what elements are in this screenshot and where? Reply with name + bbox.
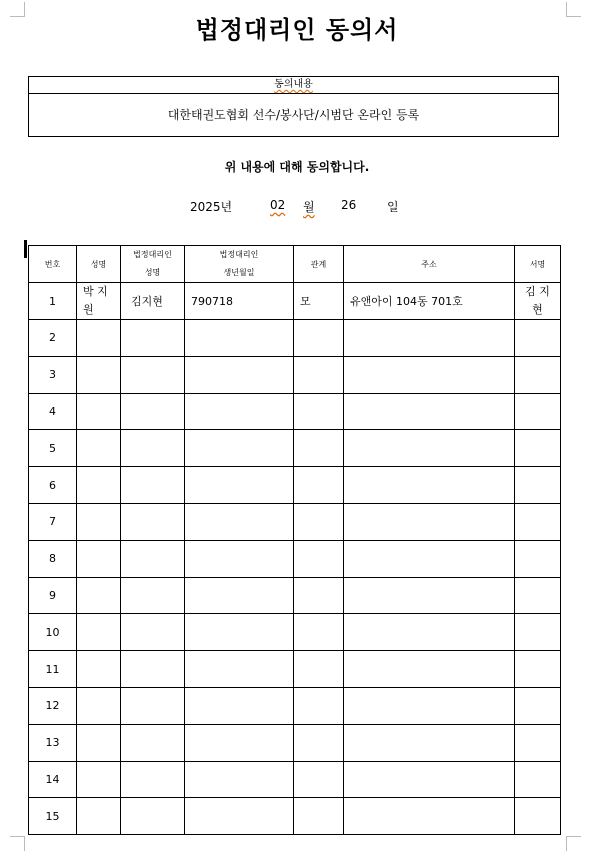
rep-name-cell[interactable] <box>121 467 185 504</box>
row-number: 5 <box>29 430 77 467</box>
row-number: 8 <box>29 540 77 577</box>
rep-birth-cell[interactable] <box>185 467 294 504</box>
date-month-label: 월 <box>303 200 315 214</box>
name-cell[interactable] <box>77 724 121 761</box>
signature-cell[interactable] <box>515 320 561 357</box>
name-cell[interactable] <box>77 503 121 540</box>
address-cell[interactable] <box>344 798 515 835</box>
relation-cell[interactable] <box>294 798 344 835</box>
table-row <box>29 283 561 320</box>
row-number: 15 <box>29 798 77 835</box>
row-number: 13 <box>29 724 77 761</box>
table-row <box>29 651 561 688</box>
rep-birth-cell[interactable] <box>185 724 294 761</box>
address-cell[interactable] <box>344 467 515 504</box>
rep-birth-cell[interactable]: 790718 <box>185 283 294 320</box>
signature-cell[interactable] <box>515 724 561 761</box>
consent-box <box>28 76 559 137</box>
signature-cell[interactable] <box>515 467 561 504</box>
signature-cell[interactable] <box>515 577 561 614</box>
rep-birth-cell[interactable] <box>185 798 294 835</box>
row-number: 11 <box>29 651 77 688</box>
guardian-table <box>28 245 561 835</box>
rep-name-cell[interactable] <box>121 320 185 357</box>
rep-name-cell[interactable] <box>121 430 185 467</box>
rep-birth-cell[interactable] <box>185 651 294 688</box>
rep-name-cell[interactable] <box>121 356 185 393</box>
address-cell[interactable] <box>344 503 515 540</box>
signature-cell[interactable] <box>515 430 561 467</box>
signature-cell[interactable] <box>515 614 561 651</box>
rep-birth-cell[interactable] <box>185 430 294 467</box>
row-number: 1 <box>29 283 77 320</box>
page-corner-mark <box>10 836 25 851</box>
rep-birth-cell[interactable] <box>185 540 294 577</box>
header-address: 주소 <box>344 246 515 283</box>
row-number: 7 <box>29 503 77 540</box>
rep-name-cell[interactable] <box>121 798 185 835</box>
header-rep-name <box>121 246 185 283</box>
row-number: 6 <box>29 467 77 504</box>
row-number: 3 <box>29 356 77 393</box>
relation-cell[interactable] <box>294 577 344 614</box>
table-row <box>29 467 561 504</box>
signature-cell[interactable] <box>515 687 561 724</box>
rep-name-cell[interactable] <box>121 614 185 651</box>
table-row <box>29 393 561 430</box>
header-relation: 관계 <box>294 246 344 283</box>
name-cell[interactable] <box>77 614 121 651</box>
name-line2: 원 <box>83 303 94 316</box>
signature-cell[interactable] <box>515 540 561 577</box>
rep-birth-cell[interactable] <box>185 614 294 651</box>
name-cell[interactable] <box>77 467 121 504</box>
name-cell[interactable] <box>77 761 121 798</box>
address-cell[interactable] <box>344 577 515 614</box>
header-rep-name-line1: 법정대리인 <box>133 250 172 259</box>
address-cell[interactable] <box>344 651 515 688</box>
signature-cell[interactable] <box>515 761 561 798</box>
header-no: 번호 <box>29 246 77 283</box>
address-cell[interactable] <box>344 761 515 798</box>
signature-cell[interactable] <box>515 356 561 393</box>
row-number: 10 <box>29 614 77 651</box>
relation-cell[interactable] <box>294 614 344 651</box>
header-rep-birth-line2: 생년월일 <box>223 268 255 277</box>
rep-birth-cell[interactable] <box>185 577 294 614</box>
table-row <box>29 614 561 651</box>
name-cell[interactable] <box>77 540 121 577</box>
name-cell[interactable] <box>77 356 121 393</box>
name-cell[interactable] <box>77 430 121 467</box>
rep-name-cell[interactable] <box>121 577 185 614</box>
name-line1: 박 지 <box>83 285 108 298</box>
address-cell[interactable] <box>344 687 515 724</box>
header-rep-name-line2: 성명 <box>144 268 161 277</box>
name-cell[interactable] <box>77 283 121 320</box>
consent-header <box>29 77 558 94</box>
name-cell[interactable] <box>77 687 121 724</box>
relation-cell[interactable] <box>294 320 344 357</box>
rep-name-cell[interactable] <box>121 393 185 430</box>
header-name: 성명 <box>77 246 121 283</box>
rep-birth-cell[interactable] <box>185 687 294 724</box>
address-cell[interactable] <box>344 540 515 577</box>
page-corner-mark <box>566 836 581 851</box>
signature-cell[interactable] <box>515 283 561 320</box>
address-cell[interactable] <box>344 320 515 357</box>
relation-cell[interactable] <box>294 761 344 798</box>
table-row <box>29 687 561 724</box>
row-number: 14 <box>29 761 77 798</box>
relation-cell[interactable] <box>294 356 344 393</box>
row-number: 4 <box>29 393 77 430</box>
table-row <box>29 540 561 577</box>
relation-cell[interactable]: 모 <box>294 283 344 320</box>
consent-header-label[interactable]: 동의내용 <box>274 79 313 90</box>
header-rep-birth <box>185 246 294 283</box>
date-year[interactable]: 2025년 <box>190 200 233 214</box>
name-cell[interactable] <box>77 651 121 688</box>
address-cell[interactable] <box>344 430 515 467</box>
table-row <box>29 761 561 798</box>
rep-name-cell[interactable] <box>121 651 185 688</box>
relation-cell[interactable] <box>294 503 344 540</box>
rep-name-cell[interactable] <box>121 761 185 798</box>
table-row <box>29 577 561 614</box>
table-row <box>29 503 561 540</box>
table-row <box>29 320 561 357</box>
relation-cell[interactable] <box>294 724 344 761</box>
address-cell[interactable] <box>344 356 515 393</box>
signature-cell[interactable] <box>515 798 561 835</box>
row-number: 9 <box>29 577 77 614</box>
address-cell[interactable]: 유앤아이 104동 701호 <box>344 283 515 320</box>
row-number: 12 <box>29 687 77 724</box>
sign-line1: 김 지 <box>525 285 550 298</box>
table-row <box>29 356 561 393</box>
rep-birth-cell[interactable] <box>185 393 294 430</box>
date-day-label: 일 <box>387 200 399 214</box>
signature-cell[interactable] <box>515 651 561 688</box>
table-header-row <box>29 246 561 283</box>
date-month[interactable]: 02 <box>270 198 286 212</box>
date-day[interactable]: 26 <box>341 198 357 212</box>
rep-name-cell[interactable] <box>121 724 185 761</box>
relation-cell[interactable] <box>294 430 344 467</box>
relation-cell[interactable] <box>294 467 344 504</box>
sign-line2: 현 <box>532 303 543 316</box>
rep-name-cell[interactable]: 김지현 <box>121 283 185 320</box>
relation-cell[interactable] <box>294 393 344 430</box>
relation-cell[interactable] <box>294 651 344 688</box>
document-title: 법정대리인 동의서 <box>195 16 399 44</box>
signature-cell[interactable] <box>515 393 561 430</box>
address-cell[interactable] <box>344 724 515 761</box>
relation-cell[interactable] <box>294 687 344 724</box>
rep-name-cell[interactable] <box>121 540 185 577</box>
table-row <box>29 798 561 835</box>
table-row <box>29 724 561 761</box>
address-cell[interactable] <box>344 393 515 430</box>
header-rep-birth-line1: 법정대리인 <box>219 250 259 259</box>
address-cell[interactable] <box>344 614 515 651</box>
name-cell[interactable] <box>77 798 121 835</box>
consent-text[interactable]: 대한태권도협회 선수/봉사단/시범단 온라인 등록 <box>167 108 420 122</box>
name-cell[interactable] <box>77 320 121 357</box>
rep-birth-cell[interactable] <box>185 356 294 393</box>
name-cell[interactable] <box>77 393 121 430</box>
row-number: 2 <box>29 320 77 357</box>
rep-name-cell[interactable] <box>121 687 185 724</box>
rep-name-cell[interactable] <box>121 503 185 540</box>
consent-statement[interactable]: 위 내용에 대해 동의합니다. <box>224 160 370 174</box>
rep-birth-cell[interactable] <box>185 320 294 357</box>
rep-birth-cell[interactable] <box>185 761 294 798</box>
header-signature: 서명 <box>515 246 561 283</box>
signature-cell[interactable] <box>515 503 561 540</box>
relation-cell[interactable] <box>294 540 344 577</box>
rep-birth-cell[interactable] <box>185 503 294 540</box>
text-cursor <box>24 240 27 258</box>
table-row <box>29 430 561 467</box>
name-cell[interactable] <box>77 577 121 614</box>
